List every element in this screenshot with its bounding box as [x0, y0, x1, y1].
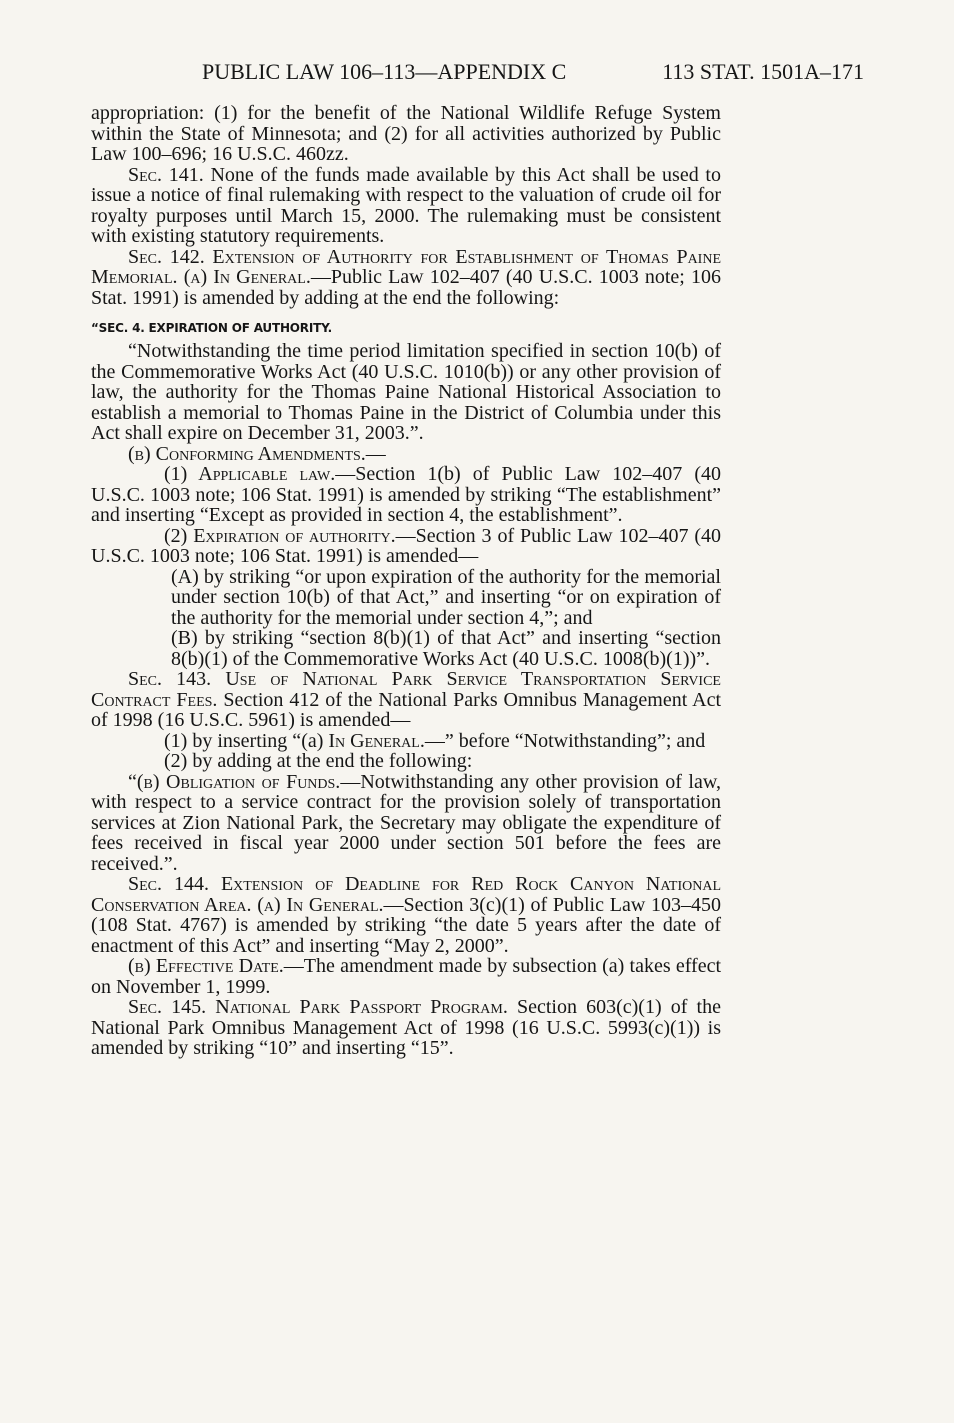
section-145: [91, 997, 721, 1059]
section-number: Sec. 145.: [128, 996, 207, 1018]
subsection-b: [91, 444, 721, 465]
paragraph-text: —” before “Notwithstanding”; and: [424, 729, 706, 752]
section-142: [91, 247, 721, 309]
paragraph-143-1: [91, 731, 721, 752]
subsection-label: (b) Conforming Amendments.: [128, 442, 366, 465]
section-144: [91, 874, 721, 956]
section-text: Section 412 of the National Parks Omnibus Management Act of 1998 (16 U.S.C. 5961) is amended—: [91, 688, 721, 731]
paragraph-label: (2) Expiration of authority.: [164, 524, 396, 547]
subsection-label: In General.: [328, 729, 425, 752]
paragraph-143-2: (2) by adding at the end the following:: [164, 750, 473, 772]
section-text: —Public Law 102–407 (40 U.S.C. 1003 note; 106 Stat. 1991) is amended by adding at the end the following:: [91, 266, 722, 309]
quoted-text: “Notwithstanding the time period limitation specified in section 10(b) of the Commemorative Works Act (40 U.S.C. 1010(b)) or any other provision of law, the authority for the Thomas Paine National Historical Association to establish a memorial to Thomas Paine in the District of Columbia under this Act shall expire on December 31, 2003.”.: [91, 340, 721, 444]
subsection-label: (a) In General.: [177, 266, 311, 288]
paragraph-text: —Section 1(b) of Public Law 102–407 (40 U.S.C. 1003 note; 106 Stat. 1991) is amended by striking “The establishment” and inserting “Except as provided in section 4, the establishment”.: [91, 463, 721, 526]
paragraph-label: (1) Applicable law.: [164, 463, 336, 485]
subsection-label: (b) Effective Date.: [128, 955, 284, 977]
document-body: [91, 103, 721, 1059]
section-text: —Section 3(c)(1) of Public Law 103–450 (108 Stat. 4767) is amended by striking “the date 5 years after the date of enactment of this Act” and inserting “May 2, 2000”.: [91, 893, 721, 957]
quoted-subsection-b: [91, 772, 721, 875]
paragraph-appropriation: appropriation: (1) for the benefit of the National Wildlife Refuge System within the State of Minnesota; and (2) for all activities authorized by Public Law 100–696; 16 U.S.C. 460zz.: [91, 102, 721, 165]
section-141: [91, 165, 721, 247]
section-143: [91, 669, 721, 731]
quoted-text: —Notwithstanding any other provision of law, with respect to a service contract for the provision solely of transportation services at Zion National Park, the Secretary may obligate the expenditure of fees received in fiscal year 2000 under section 501 before the fees are received.”.: [91, 770, 721, 875]
section-heading: National Park Passport Program.: [206, 996, 508, 1018]
subsection-144-b: [91, 956, 721, 997]
dash: —: [365, 442, 386, 465]
header-title: PUBLIC LAW 106–113—APPENDIX C: [202, 59, 567, 84]
subparagraph-B: (B) by striking “section 8(b)(1) of that Act” and inserting “section 8(b)(1) of the Commemorative Works Act (40 U.S.C. 1008(b)(1))”.: [171, 627, 721, 670]
section-number: Sec. 141.: [128, 163, 204, 186]
section-text: Section 603(c)(1) of the National Park Omnibus Management Act of 1998 (16 U.S.C. 5993(c)(1)) is amended by striking “10” and inserting “15”.: [91, 996, 721, 1059]
paragraph-b2: [91, 526, 721, 567]
paragraph-b1: [91, 464, 721, 526]
header-stat-page: 113 STAT. 1501A–171: [662, 59, 864, 84]
subsection-label: “(b) Obligation of Funds.: [128, 770, 341, 793]
subparagraph-A: (A) by striking “or upon expiration of the authority for the memorial under section 10(b) of that Act,” and inserting “or on expiration of the authority for the memorial under section 4,”; and: [171, 565, 721, 629]
section-text: None of the funds made available by this Act shall be used to issue a notice of final rulemaking with respect to the valuation of crude oil for royalty purposes until March 15, 2000. The rulemaking must be consistent with existing statutory requirements.: [91, 163, 721, 247]
section-number: Sec. 143.: [128, 668, 212, 690]
section-heading: Extension of Deadline for Red Rock Canyon National Conservation Area.: [91, 873, 722, 916]
new-section-heading: “SEC. 4. EXPIRATION OF AUTHORITY.: [91, 321, 332, 335]
section-heading: Use of National Park Service Transportation Service Contract Fees.: [91, 668, 721, 711]
section-text: —The amendment made by subsection (a) takes effect on November 1, 1999.: [91, 955, 722, 998]
section-number: Sec. 142.: [128, 245, 205, 268]
paragraph-text: —Section 3 of Public Law 102–407 (40 U.S.C. 1003 note; 106 Stat. 1991) is amended—: [91, 524, 721, 567]
subsection-label: (a) In General.: [251, 893, 384, 916]
paragraph-text: (1) by inserting “(a): [164, 729, 329, 752]
section-number: Sec. 144.: [128, 873, 209, 895]
section-heading: Extension of Authority for Establishment of Thomas Paine Memorial.: [91, 245, 722, 288]
